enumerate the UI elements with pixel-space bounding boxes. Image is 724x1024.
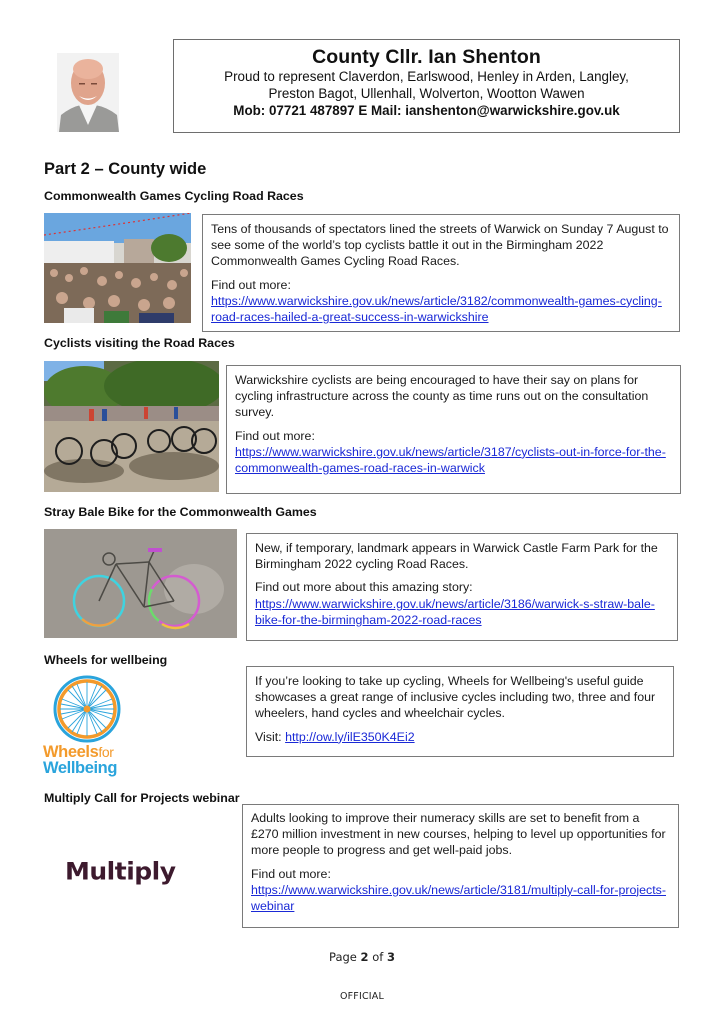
article-link[interactable]: https://www.warwickshire.gov.uk/news/article/3181/multiply-call-for-projects-webinar <box>251 882 666 914</box>
wheels-for-wellbeing-logo <box>40 673 136 779</box>
multiply-logo: Multiply <box>65 857 176 886</box>
link-label: Find out more about this amazing story: <box>255 580 473 595</box>
wards-line-2: Preston Bagot, Ullenhall, Wolverton, Wootton Wawen <box>268 86 585 101</box>
councillor-portrait <box>57 53 119 132</box>
article-body: Warwickshire cyclists are being encouraged to have their say on plans for cycling infrastructure across the county as time runs out on the consultation survey. <box>235 373 649 420</box>
bicycle-wheel-icon <box>40 673 136 743</box>
section-title: Multiply Call for Projects webinar <box>44 791 240 805</box>
article-box <box>242 804 679 928</box>
page-word: Page <box>329 950 357 964</box>
section-title: Stray Bale Bike for the Commonwealth Games <box>44 505 317 519</box>
page-total: 3 <box>386 950 395 964</box>
link-label: Find out more: <box>251 866 331 881</box>
logo-word-wheels: Wheels <box>43 743 99 761</box>
spectators-crowd-photo <box>44 213 191 323</box>
article-box <box>226 365 681 494</box>
part-title: Part 2 – County wide <box>44 160 207 178</box>
link-label: Visit: <box>255 729 282 744</box>
councillor-name: County Cllr. Ian Shenton <box>312 46 541 68</box>
article-body: New, if temporary, landmark appears in Warwick Castle Farm Park for the Birmingham 2022 cycling Road Races. <box>255 541 658 572</box>
straw-bale-bike-photo <box>44 529 237 638</box>
logo-word-for: for <box>98 744 114 760</box>
councillor-contact-box <box>173 39 680 133</box>
article-body: If you’re looking to take up cycling, Wheels for Wellbeing's useful guide showcases a great range of inclusive cycles including two, three and four wheelers, hand cycles and wheelchair cycles. <box>255 674 656 721</box>
classification-label: OFFICIAL <box>339 991 385 1002</box>
logo-word-wellbeing: Wellbeing <box>43 759 118 777</box>
page-current: 2 <box>360 950 369 964</box>
article-box <box>246 533 678 641</box>
link-label: Find out more: <box>235 428 315 443</box>
article-box <box>202 214 680 332</box>
article-body: Tens of thousands of spectators lined the streets of Warwick on Sunday 7 August to see some of the world’s top cyclists battle it out in the Birmingham 2022 Commonwealth Games Cycling Road Races. <box>211 222 669 269</box>
article-box <box>246 666 674 757</box>
section-title: Cyclists visiting the Road Races <box>44 336 235 350</box>
article-link[interactable]: https://www.warwickshire.gov.uk/news/article/3186/warwick-s-straw-bale-bike-for-the-birmingham-2022-road-races <box>255 596 655 627</box>
page-of: of <box>372 950 384 964</box>
article-link[interactable]: http://ow.ly/ilE350K4Ei2 <box>285 729 415 744</box>
wards-line-1: Proud to represent Claverdon, Earlswood, Henley in Arden, Langley, <box>224 69 629 84</box>
parked-bicycles-photo <box>44 361 219 492</box>
article-body: Adults looking to improve their numeracy skills are set to benefit from a £270 million investment in new courses, helping to level up opportunities for more people to progress and get well-paid jobs. <box>251 811 666 858</box>
article-link[interactable]: https://www.warwickshire.gov.uk/news/article/3182/commonwealth-games-cycling-road-races-hailed-a-great-success-in-warwickshire <box>211 293 662 325</box>
section-title: Wheels for wellbeing <box>44 653 168 667</box>
page-number <box>0 950 724 964</box>
article-link[interactable]: https://www.warwickshire.gov.uk/news/article/3187/cyclists-out-in-force-for-the-commonwealth-games-road-races-in-warwick <box>235 444 666 476</box>
section-title: Commonwealth Games Cycling Road Races <box>44 189 304 203</box>
link-label: Find out more: <box>211 277 291 292</box>
contact-details: Mob: 07721 487897 E Mail: ianshenton@warwickshire.gov.uk <box>233 103 620 118</box>
